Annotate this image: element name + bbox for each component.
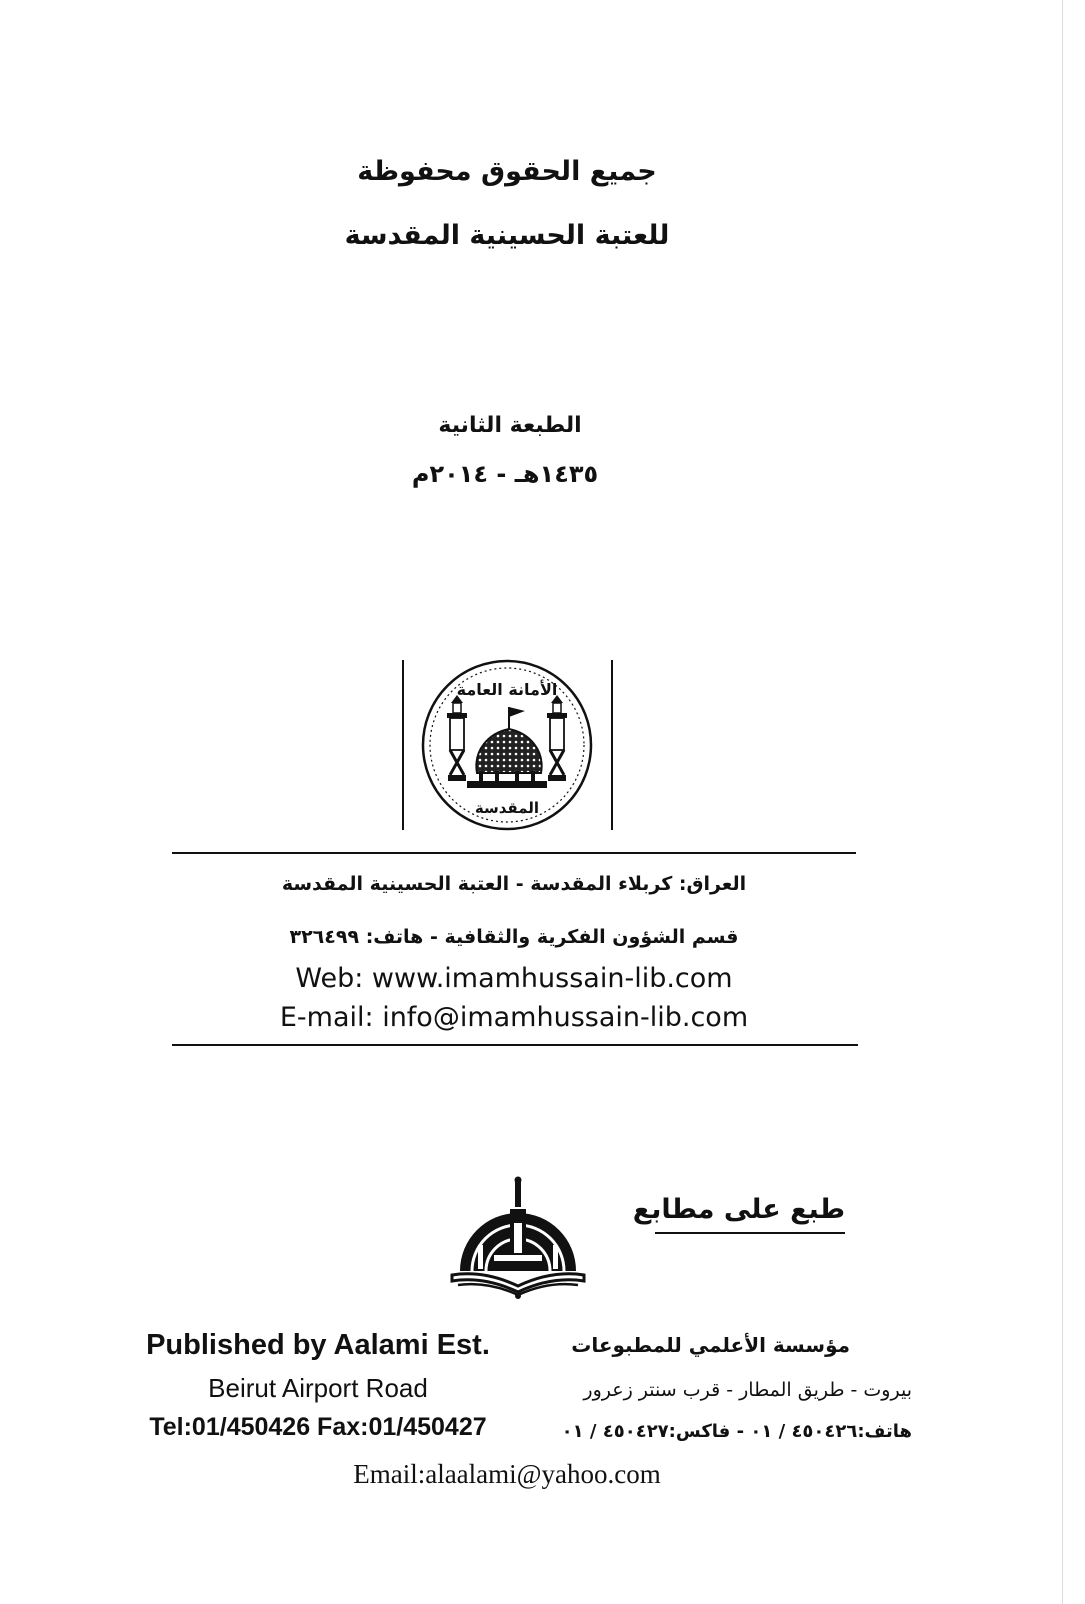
left-minaret-icon xyxy=(447,695,467,781)
dome-icon xyxy=(476,707,541,773)
publisher-name-ar: مؤسسة الأعلمي للمطبوعات xyxy=(571,1333,850,1357)
divider-bottom xyxy=(172,1044,858,1046)
email-line: E-mail: info@imamhussain-lib.com xyxy=(279,1002,749,1033)
page-edge xyxy=(1062,0,1063,1604)
department-phone: قسم الشؤون الفكرية والثقافية - هاتف: ٣٢٦٤٩٩ xyxy=(289,926,739,948)
seal-divider-right xyxy=(611,660,613,830)
edition-date: ١٤٣٥هـ - ٢٠١٤م xyxy=(411,460,599,488)
seal-top-text: الأمانة العامة xyxy=(456,680,558,699)
publisher-address: العراق: كربلاء المقدسة - العتبة الحسينية المقدسة xyxy=(281,873,747,895)
website-line: Web: www.imamhussain-lib.com xyxy=(295,963,733,994)
publisher-email: Email:alaalami@yahoo.com xyxy=(353,1459,661,1489)
aalami-printer-logo xyxy=(448,1175,588,1300)
publisher-name-en: Published by Aalami Est. xyxy=(146,1329,490,1361)
edition-label: الطبعة الثانية xyxy=(438,413,582,438)
publisher-phone-ar: هاتف:٤٥٠٤٢٦ / ٠١ - فاكس:٤٥٠٤٢٧ / ٠١ xyxy=(561,1421,912,1442)
seal-bottom-text: المقدسة xyxy=(474,799,540,817)
printed-by-underline xyxy=(655,1232,845,1234)
seal-divider-left xyxy=(402,660,404,830)
publisher-address-en: Beirut Airport Road xyxy=(208,1373,428,1403)
publisher-phone-en: Tel:01/450426 Fax:01/450427 xyxy=(149,1413,487,1441)
shrine-seal-logo xyxy=(417,655,597,835)
rights-owner: للعتبة الحسينية المقدسة xyxy=(344,220,670,251)
publisher-address-ar: بيروت - طريق المطار - قرب سنتر زعرور xyxy=(583,1379,912,1401)
rights-reserved-heading: جميع الحقوق محفوظة xyxy=(357,156,657,187)
right-minaret-icon xyxy=(547,695,567,781)
divider-top xyxy=(172,852,856,854)
printed-by-label: طبع على مطابع xyxy=(632,1194,845,1225)
